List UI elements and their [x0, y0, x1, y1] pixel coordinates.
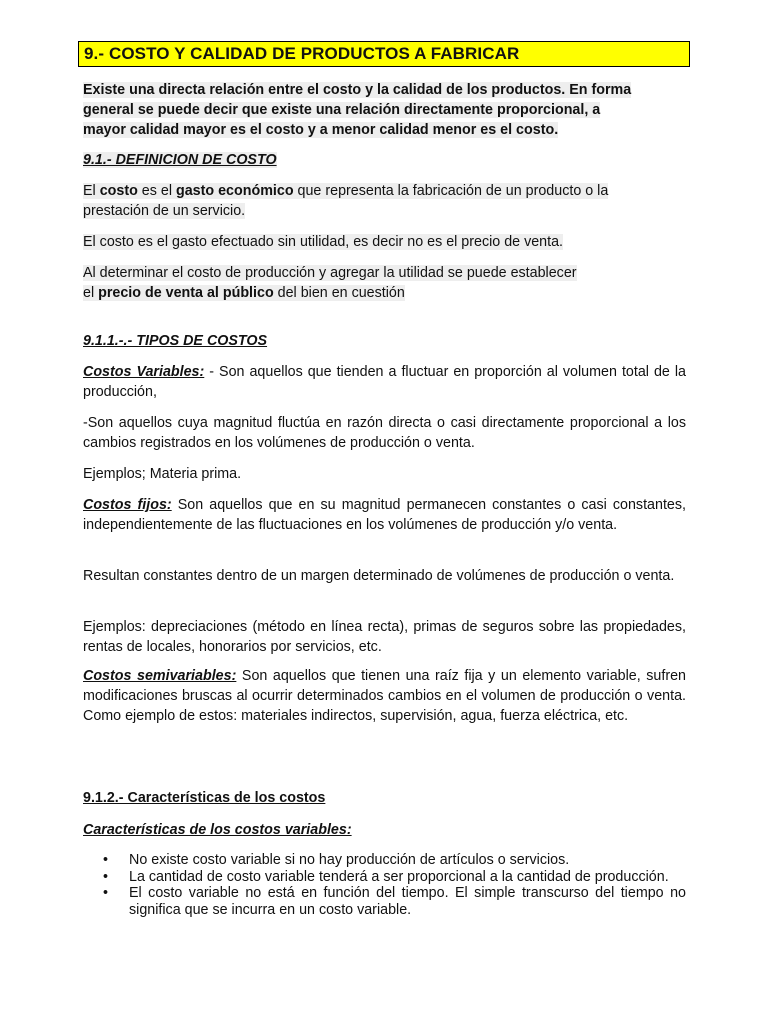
list-item: • No existe costo variable si no hay producción de artículos o servicios.	[103, 852, 570, 868]
variable-costs-label: Costos Variables:	[83, 364, 205, 380]
example-text-1: Ejemplos; Materia prima.	[83, 466, 242, 482]
example-text-2: Ejemplos: depreciaciones (método en línea recta), primas de seguros sobre las propiedades, rentas de locales, honorarios por servicios, etc.	[83, 619, 686, 655]
bullet-icon: •	[103, 852, 109, 868]
subheading-variable-characteristics-text: Características de los costos variables:	[83, 822, 352, 838]
list-item: • La cantidad de costo variable tenderá a ser proporcional a la cantidad de producción.	[103, 868, 669, 885]
sale-price-paragraph	[83, 263, 686, 303]
cost-no-utility-text: El costo es el gasto efectuado sin utilidad, es decir no es el precio de venta.	[83, 234, 564, 250]
def-text-c: es el	[137, 183, 176, 199]
variable-costs-text: - Son aquellos que tienden a fluctuar en proporción al volumen total de la producción,	[83, 364, 686, 400]
def-term-costo: costo	[99, 183, 138, 199]
section-title: 9.- COSTO Y CALIDAD DE PRODUCTOS A FABRICAR	[84, 44, 520, 63]
subheading-variable-characteristics	[83, 820, 686, 840]
semivariable-costs-text: Son aquellos que tienen una raíz fija y un elemento variable, sufren modificaciones bruscas al ocurrir determinados cambios en el volumen de producción o venta. Como ejemplo de estos: materiales indirectos, supervisión, agua, fuerza eléctrica, etc.	[83, 668, 686, 724]
heading-9-1-2-text: 9.1.2.- Características de los costos	[83, 790, 326, 806]
def-term-gasto: gasto económico	[175, 183, 294, 199]
def-line-2: prestación de un servicio.	[83, 203, 246, 219]
intro-line-1: Existe una directa relación entre el costo y la calidad de los productos. En forma	[83, 82, 632, 98]
fixed-costs-text-2: Resultan constantes dentro de un margen determinado de volúmenes de producción o venta.	[83, 568, 675, 584]
variable-costs-paragraph	[83, 362, 686, 402]
variable-costs-paragraph-2	[83, 413, 686, 453]
heading-9-1	[83, 150, 686, 170]
heading-9-1-2	[83, 788, 686, 808]
sale-price-term: precio de venta al público	[98, 285, 274, 301]
heading-9-1-1	[83, 331, 686, 351]
intro-paragraph	[83, 80, 686, 140]
example-paragraph-2	[83, 617, 686, 657]
semivariable-costs-label: Costos semivariables:	[83, 668, 237, 684]
bullet-icon: •	[103, 885, 109, 901]
semivariable-costs-paragraph	[83, 666, 686, 726]
fixed-costs-paragraph-2	[83, 566, 686, 586]
heading-9-1-text: 9.1.- DEFINICION DE COSTO	[83, 152, 277, 168]
sale-price-line-1: Al determinar el costo de producción y agregar la utilidad se puede establecer	[83, 265, 577, 281]
intro-line-3: mayor calidad mayor es el costo y a menor calidad menor es el costo.	[83, 122, 559, 138]
fixed-costs-text: Son aquellos que en su magnitud permanecen constantes o casi constantes, independientemente de las fluctuaciones en los volúmenes de producción y/o venta.	[83, 497, 686, 533]
fixed-costs-paragraph	[83, 495, 686, 535]
sale-price-text-a: el	[83, 285, 99, 301]
sale-price-text-c: del bien en cuestión	[273, 285, 405, 301]
characteristics-list	[83, 852, 686, 918]
cost-no-utility-paragraph	[83, 232, 686, 252]
list-item: • El costo variable no está en función del tiempo. El simple transcurso del tiempo no significa que se incurra en un costo variable.	[103, 885, 686, 918]
section-title-box	[78, 41, 690, 67]
def-text-e: que representa la fabricación de un producto o la	[293, 183, 609, 199]
example-paragraph-1	[83, 464, 686, 484]
fixed-costs-label: Costos fijos:	[83, 497, 172, 513]
variable-costs-text-2: -Son aquellos cuya magnitud fluctúa en razón directa o casi directamente proporcional a los cambios registrados en los volúmenes de producción o venta.	[83, 415, 686, 451]
definition-paragraph	[83, 181, 686, 221]
def-text-a: El	[83, 183, 100, 199]
intro-line-2: general se puede decir que existe una relación directamente proporcional, a	[83, 102, 601, 118]
heading-9-1-1-text: 9.1.1.-.- TIPOS DE COSTOS	[83, 333, 268, 349]
bullet-icon: •	[103, 868, 109, 885]
